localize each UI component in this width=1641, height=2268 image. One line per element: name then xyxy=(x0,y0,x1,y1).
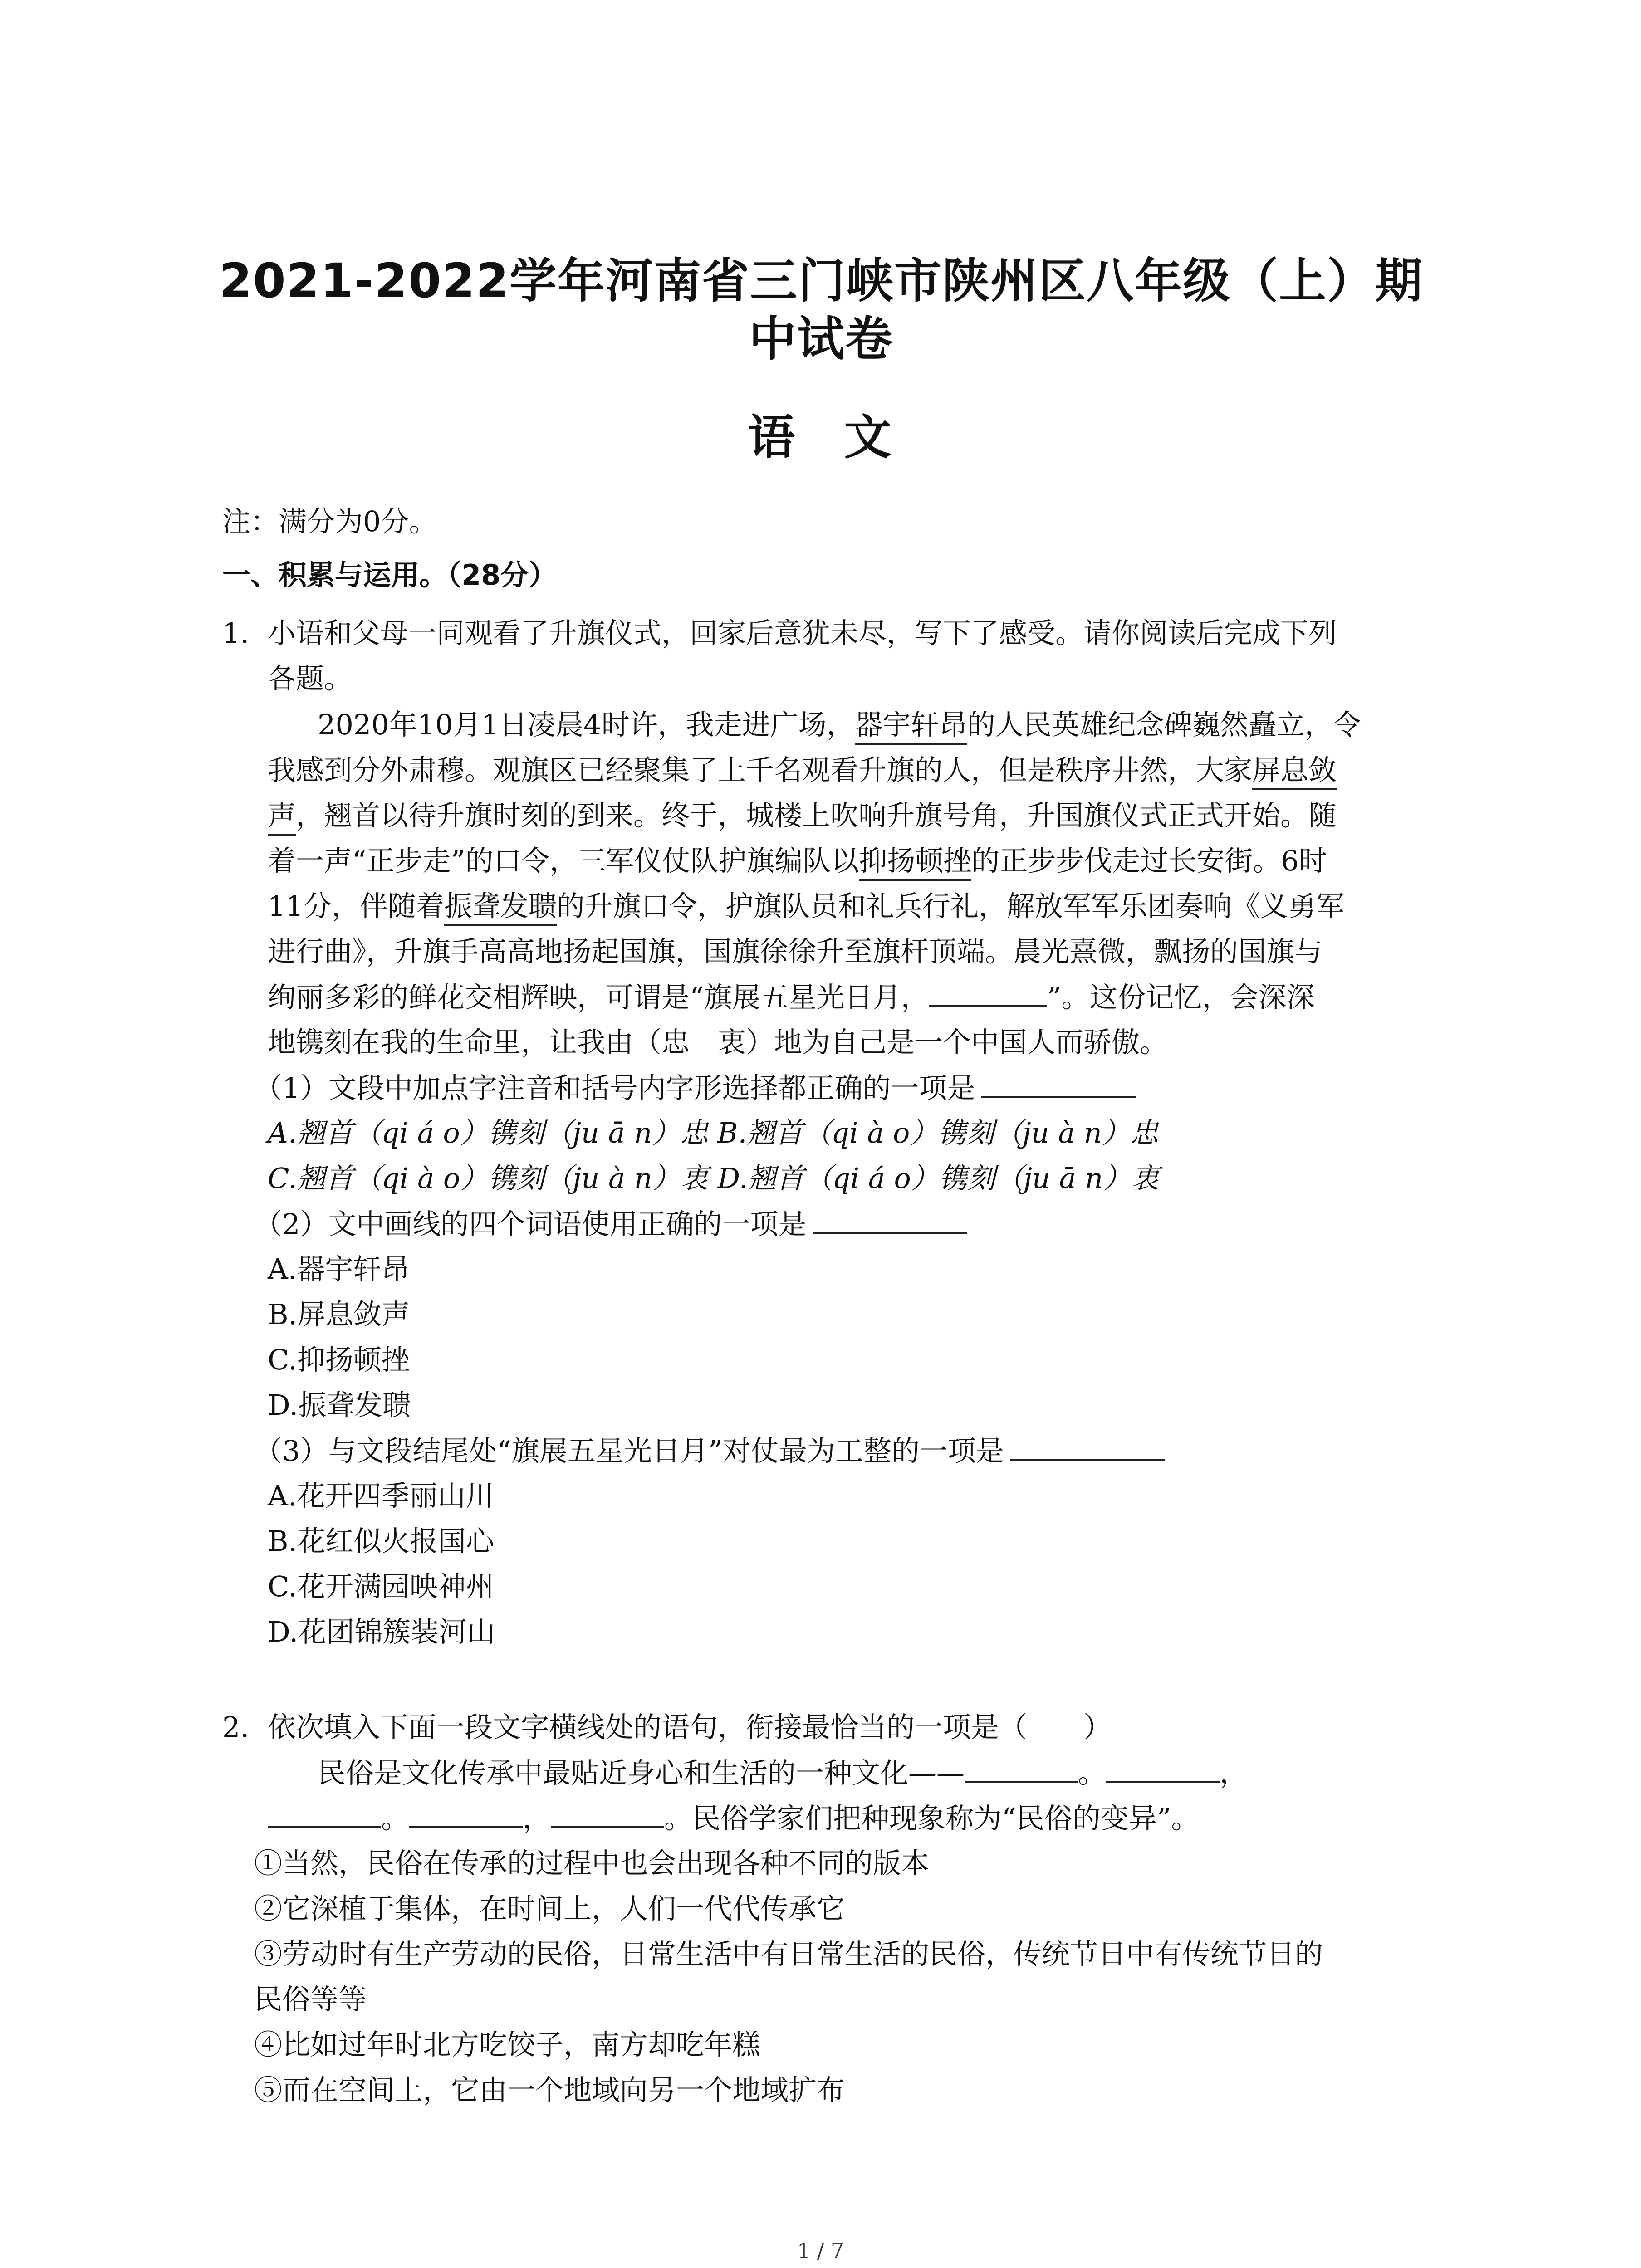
q1-s3-option-b: B.花红似火报国心 xyxy=(268,1525,495,1558)
score-note: 注：满分为0分。 xyxy=(222,505,437,538)
answer-blank[interactable] xyxy=(1010,1432,1165,1461)
answer-blank[interactable] xyxy=(981,1070,1136,1098)
q1-passage-line7 xyxy=(268,979,1314,1016)
passage-text: 绚丽多彩的鲜花交相辉映，可谓是“旗展五星光日月， xyxy=(268,981,929,1014)
q1-stem-line1: 小语和父母一同观看了升旗仪式，回家后意犹未尽，写下了感受。请你阅读后完成下列 xyxy=(268,616,1337,650)
q2-option-5: ⑤而在空间上，它由一个地域向另一个地域扩布 xyxy=(254,2073,845,2107)
q1-stem-line2: 各题。 xyxy=(268,662,353,695)
q2-option-4: ④比如过年时北方吃饺子，南方却吃年糕 xyxy=(254,2028,761,2061)
answer-blank[interactable] xyxy=(551,1800,664,1828)
answer-blank[interactable] xyxy=(1106,1755,1220,1783)
question-number-2: 2. xyxy=(222,1711,250,1744)
underlined-phrase: 抑扬顿挫 xyxy=(859,844,971,881)
q1-passage-line4 xyxy=(268,843,1327,879)
passage-text: 。 xyxy=(381,1802,410,1835)
q1-subquestion-1 xyxy=(254,1070,1136,1106)
q1-s2-option-d: D.振聋发聩 xyxy=(268,1388,411,1422)
q1-s2-option-c: C.抑扬顿挫 xyxy=(268,1343,410,1376)
exam-title-line2: 中试卷 xyxy=(749,311,893,367)
passage-text: 的升旗口令，护旗队员和礼兵行礼，解放军军乐团奏响《义勇军 xyxy=(556,890,1344,923)
q1-s3-option-d: D.花团锦簇装河山 xyxy=(268,1615,495,1648)
passage-text: 着一声“正步走”的口令，三军仪仗队护旗编队以 xyxy=(268,844,859,877)
section-heading-1: 一、积累与运用。（28分） xyxy=(222,558,557,591)
q2-stem: 依次填入下面一段文字横线处的语句，衔接最恰当的一项是（ ） xyxy=(268,1711,1112,1744)
passage-text: 民俗是文化传承中最贴近身心和生活的一种文化—— xyxy=(318,1756,965,1789)
page-number: 1 / 7 xyxy=(797,2239,844,2263)
passage-text: 2020年10月1日凌晨4时许，我走进广场， xyxy=(318,708,855,741)
subject-heading xyxy=(0,399,1641,467)
subquestion-text: （2）文中画线的四个词语使用正确的一项是 xyxy=(254,1207,807,1241)
subject-char-1: 语 xyxy=(748,410,797,465)
passage-text: 11分，伴随着 xyxy=(268,890,444,923)
passage-text: ， xyxy=(1220,1756,1248,1789)
answer-blank[interactable] xyxy=(409,1800,523,1828)
passage-text: ，翘首以待升旗时刻的到来。终于，城楼上吹响升旗号角，升国旗仪式正式开始。随 xyxy=(296,799,1337,832)
q1-passage-line2 xyxy=(268,752,1337,788)
question-number-1: 1. xyxy=(222,616,250,650)
q1-s2-option-b: B.屏息敛声 xyxy=(268,1298,410,1331)
passage-text: 。 xyxy=(1078,1756,1107,1789)
q2-option-1: ①当然，民俗在传承的过程中也会出现各种不同的版本 xyxy=(254,1847,930,1880)
underlined-phrase: 声 xyxy=(268,799,296,836)
q1-passage-line8: 地镌刻在我的生命里，让我由（忠 衷）地为自己是一个中国人而骄傲。 xyxy=(268,1026,1168,1059)
passage-text: 的正步步伐走过长安街。6时 xyxy=(971,844,1327,877)
subquestion-text: （1）文段中加点字注音和括号内字形选择都正确的一项是 xyxy=(254,1071,975,1105)
q2-option-3-line2: 民俗等等 xyxy=(254,1983,367,2016)
q1-passage-line1 xyxy=(318,707,1361,743)
q1-s1-options-line2: C.翘首（qi à o）镌刻（ju à n）衷 D.翘首（qi á o）镌刻（ju ā n）衷 xyxy=(268,1162,1160,1195)
subject-char-2: 文 xyxy=(844,410,893,465)
q1-passage-line5 xyxy=(268,888,1344,924)
passage-text: ”。这份记忆，会深深 xyxy=(1047,981,1315,1014)
answer-blank[interactable] xyxy=(929,979,1047,1007)
q1-subquestion-2 xyxy=(254,1206,967,1242)
q2-option-2: ②它深植于集体，在时间上，人们一代代传承它 xyxy=(254,1892,845,1925)
q2-passage-line1 xyxy=(318,1755,1248,1791)
q1-s3-option-a: A.花开四季丽山川 xyxy=(268,1479,494,1512)
subquestion-text: （3）与文段结尾处“旗展五星光日月”对仗最为工整的一项是 xyxy=(254,1434,1004,1467)
q1-s1-options-line1: A.翘首（qi á o）镌刻（ju ā n）忠 B.翘首（qi à o）镌刻（ju à n）忠 xyxy=(268,1116,1158,1149)
q2-option-3-line1: ③劳动时有生产劳动的民俗，日常生活中有日常生活的民俗，传统节日中有传统节日的 xyxy=(254,1937,1323,1970)
underlined-phrase: 器宇轩昂 xyxy=(855,708,967,745)
q1-passage-line3 xyxy=(268,797,1337,834)
q1-s2-option-a: A.器宇轩昂 xyxy=(268,1252,410,1286)
underlined-phrase: 振聋发聩 xyxy=(444,890,557,926)
passage-text: 我感到分外肃穆。观旗区已经聚集了上千名观看升旗的人，但是秩序井然，大家 xyxy=(268,753,1253,787)
q1-passage-line6: 进行曲》，升旗手高高地扬起国旗，国旗徐徐升至旗杆顶端。晨光熹微，飘扬的国旗与 xyxy=(268,935,1323,968)
exam-title-line1: 2021-2022学年河南省三门峡市陕州区八年级（上）期 xyxy=(219,253,1424,308)
passage-text: ， xyxy=(523,1802,551,1835)
q1-s3-option-c: C.花开满园映神州 xyxy=(268,1570,494,1603)
answer-blank[interactable] xyxy=(965,1755,1078,1783)
underlined-phrase: 屏息敛 xyxy=(1252,753,1337,790)
answer-blank[interactable] xyxy=(268,1800,381,1828)
q2-passage-line2 xyxy=(268,1800,1199,1837)
answer-blank[interactable] xyxy=(813,1206,967,1234)
passage-text: 的人民英雄纪念碑巍然矗立，令 xyxy=(967,708,1361,741)
q1-subquestion-3 xyxy=(254,1432,1165,1469)
passage-text: 。民俗学家们把种现象称为“民俗的变异”。 xyxy=(664,1802,1200,1835)
